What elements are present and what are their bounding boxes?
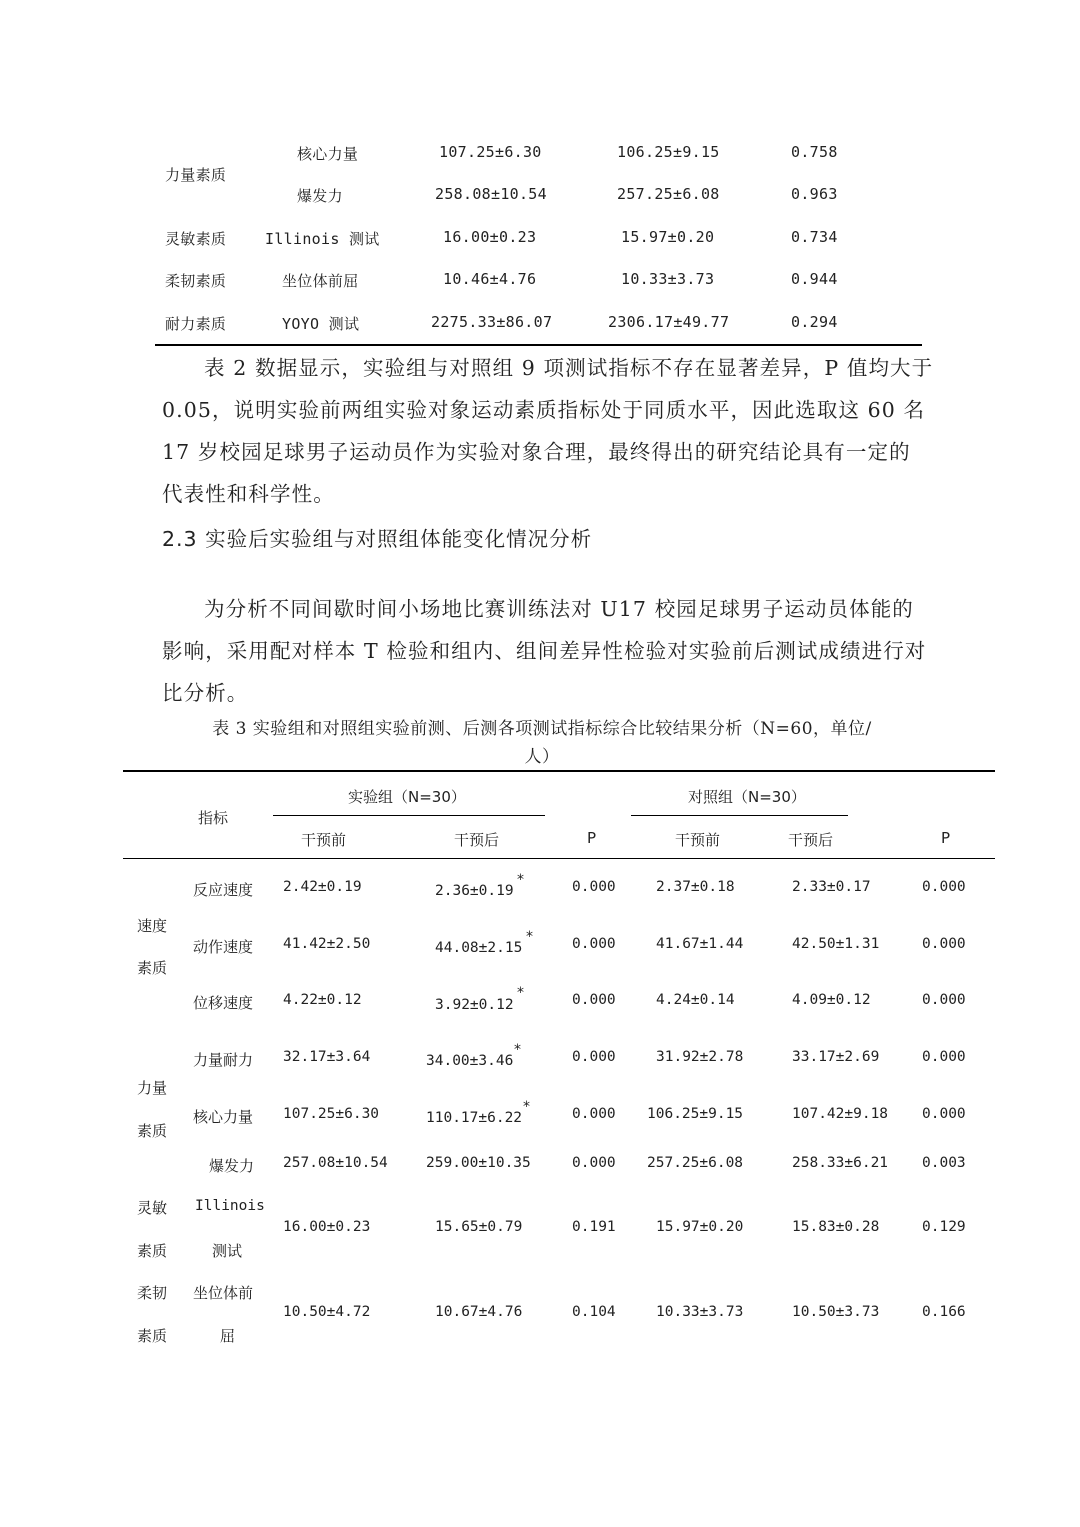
table2-exp-value: 258.08±10.54: [435, 185, 547, 203]
paragraph-line: 17 岁校园足球男子运动员作为实验对象合理，最终得出的研究结论具有一定的: [162, 440, 911, 464]
table3-header-indicator: 指标: [198, 809, 229, 827]
table3-test: 力量耐力: [193, 1051, 254, 1069]
table3-exp-post: 34.00±3.46: [426, 1053, 514, 1069]
table3-test: 反应速度: [193, 881, 254, 899]
table3-exp-post: 44.08±2.15: [435, 940, 523, 956]
paragraph-line: 比分析。: [162, 681, 249, 705]
table3-ctl-post: 258.33±6.21: [792, 1155, 889, 1171]
table3-exp-post: 3.92±0.12: [435, 997, 514, 1013]
table2-p-value: 0.963: [791, 185, 838, 203]
table2-exp-value: 10.46±4.76: [443, 270, 537, 288]
table2-p-value: 0.294: [791, 313, 838, 331]
significance-star: *: [523, 1099, 530, 1115]
table3-exp-group-rule: [273, 815, 545, 816]
table3-category: 素质: [137, 959, 168, 977]
table3-test: 坐位体前: [193, 1284, 254, 1302]
table2-category: 耐力素质: [165, 315, 227, 333]
table2-p-value: 0.758: [791, 143, 838, 161]
table3-category: 素质: [137, 1327, 168, 1345]
table3-category: 力量: [137, 1079, 168, 1097]
paragraph-line: 0.05，说明实验前两组实验对象运动素质指标处于同质水平，因此选取这 60 名: [162, 398, 926, 422]
table3-exp-p: 0.000: [572, 1155, 616, 1171]
table3-ctl-post: 42.50±1.31: [792, 936, 880, 952]
table3-category: 素质: [137, 1242, 168, 1260]
table2-p-value: 0.944: [791, 270, 838, 288]
table3-ctl-p: 0.003: [922, 1155, 966, 1171]
table2-category: 灵敏素质: [165, 230, 227, 248]
table3-ctl-post: 10.50±3.73: [792, 1304, 880, 1320]
table2-test: Illinois 测试: [265, 230, 380, 248]
table3-exp-post: 15.65±0.79: [435, 1219, 523, 1235]
table2-bottom-rule: [155, 344, 922, 346]
table3-test: 测试: [212, 1242, 243, 1260]
table3-ctl-pre: 106.25±9.15: [647, 1106, 744, 1122]
section-heading: 2.3 实验后实验组与对照组体能变化情况分析: [162, 527, 593, 551]
table3-exp-post: 10.67±4.76: [435, 1304, 523, 1320]
significance-star: *: [526, 929, 533, 945]
table3-header-post: 干预后: [454, 831, 500, 849]
table3-exp-pre: 10.50±4.72: [283, 1304, 371, 1320]
paragraph-line: 影响，采用配对样本 T 检验和组内、组间差异性检验对实验前后测试成绩进行对: [162, 639, 927, 663]
table3-ctl-p: 0.129: [922, 1219, 966, 1235]
table3-exp-p: 0.000: [572, 879, 616, 895]
table3-ctl-p: 0.000: [922, 992, 966, 1008]
table3-ctl-pre: 2.37±0.18: [656, 879, 735, 895]
significance-star: *: [517, 872, 524, 888]
table3-exp-post: 259.00±10.35: [426, 1155, 531, 1171]
table2-ctl-value: 15.97±0.20: [621, 228, 715, 246]
table3-category: 柔韧: [137, 1284, 168, 1302]
table3-ctl-pre: 257.25±6.08: [647, 1155, 744, 1171]
table3-ctl-pre: 41.67±1.44: [656, 936, 744, 952]
table3-top-rule: [123, 770, 995, 772]
table3-header-exp-group: 实验组（N=30）: [348, 788, 466, 806]
table3-test: 动作速度: [193, 938, 254, 956]
table3-ctl-pre: 31.92±2.78: [656, 1049, 744, 1065]
table3-exp-p: 0.000: [572, 1106, 616, 1122]
table3-test: 爆发力: [209, 1157, 255, 1175]
paragraph-line: 代表性和科学性。: [162, 482, 335, 506]
table3-ctl-pre: 10.33±3.73: [656, 1304, 744, 1320]
table2-ctl-value: 2306.17±49.77: [608, 313, 730, 331]
table3-exp-pre: 107.25±6.30: [283, 1106, 380, 1122]
table3-ctl-pre: 15.97±0.20: [656, 1219, 744, 1235]
paragraph-2: [162, 588, 927, 714]
table3-ctl-post: 2.33±0.17: [792, 879, 871, 895]
table2-category: 力量素质: [165, 166, 227, 184]
table3-exp-pre: 16.00±0.23: [283, 1219, 371, 1235]
table3-exp-pre: 257.08±10.54: [283, 1155, 388, 1171]
table3-header-p: P: [941, 829, 951, 847]
paragraph-line: 表 2 数据显示，实验组与对照组 9 项测试指标不存在显著差异，P 值均大于: [204, 356, 934, 380]
table3-ctl-p: 0.166: [922, 1304, 966, 1320]
table3-category: 素质: [137, 1122, 168, 1140]
table3-exp-pre: 41.42±2.50: [283, 936, 371, 952]
table3-ctl-post: 107.42±9.18: [792, 1106, 889, 1122]
table3-category: 灵敏: [137, 1199, 168, 1217]
table3-ctl-group-rule: [631, 815, 848, 816]
table3-test: 位移速度: [193, 994, 254, 1012]
table2-test: 坐位体前屈: [282, 272, 359, 290]
table3-header-pre: 干预前: [301, 831, 347, 849]
table3-category: 速度: [137, 917, 168, 935]
table2-category: 柔韧素质: [165, 272, 227, 290]
table2-exp-value: 107.25±6.30: [439, 143, 542, 161]
table2-exp-value: 16.00±0.23: [443, 228, 537, 246]
table3-header-p: P: [587, 829, 597, 847]
table3-ctl-p: 0.000: [922, 1106, 966, 1122]
table3-exp-pre: 32.17±3.64: [283, 1049, 371, 1065]
table3-header-post: 干预后: [788, 831, 834, 849]
table2-ctl-value: 257.25±6.08: [617, 185, 720, 203]
caption-line: 表 3 实验组和对照组实验前测、后测各项测试指标综合比较结果分析（N=60，单位/: [212, 719, 872, 739]
table3-exp-p: 0.104: [572, 1304, 616, 1320]
paragraph-line: 为分析不同间歇时间小场地比赛训练法对 U17 校园足球男子运动员体能的: [204, 597, 914, 621]
table3-exp-post: 2.36±0.19: [435, 883, 514, 899]
table3-header-pre: 干预前: [675, 831, 721, 849]
table3-test: 屈: [220, 1327, 236, 1345]
table3-header-ctl-group: 对照组（N=30）: [688, 788, 806, 806]
table2-ctl-value: 106.25±9.15: [617, 143, 720, 161]
significance-star: *: [514, 1042, 521, 1058]
table3-ctl-post: 15.83±0.28: [792, 1219, 880, 1235]
table3-ctl-post: 4.09±0.12: [792, 992, 871, 1008]
table3-exp-post: 110.17±6.22: [426, 1110, 523, 1126]
table3-exp-pre: 2.42±0.19: [283, 879, 362, 895]
table2-test: 爆发力: [297, 187, 343, 205]
table2-p-value: 0.734: [791, 228, 838, 246]
table3-header-rule: [123, 858, 995, 859]
paragraph-1: [162, 347, 934, 515]
table3-caption: [162, 715, 922, 771]
caption-line: 人）: [524, 747, 560, 767]
table3-ctl-p: 0.000: [922, 879, 966, 895]
table2-exp-value: 2275.33±86.07: [431, 313, 553, 331]
table2-test: YOYO 测试: [282, 315, 360, 333]
table3-exp-p: 0.191: [572, 1219, 616, 1235]
table3-exp-pre: 4.22±0.12: [283, 992, 362, 1008]
table3-ctl-p: 0.000: [922, 1049, 966, 1065]
table3-test: Illinois: [195, 1198, 265, 1214]
table3-test: 核心力量: [193, 1108, 254, 1126]
table3-ctl-p: 0.000: [922, 936, 966, 952]
significance-star: *: [517, 985, 524, 1001]
table3-exp-p: 0.000: [572, 936, 616, 952]
table3-exp-p: 0.000: [572, 1049, 616, 1065]
table3-ctl-post: 33.17±2.69: [792, 1049, 880, 1065]
table2-test: 核心力量: [297, 145, 359, 163]
table3-ctl-pre: 4.24±0.14: [656, 992, 735, 1008]
table3-exp-p: 0.000: [572, 992, 616, 1008]
table2-ctl-value: 10.33±3.73: [621, 270, 715, 288]
